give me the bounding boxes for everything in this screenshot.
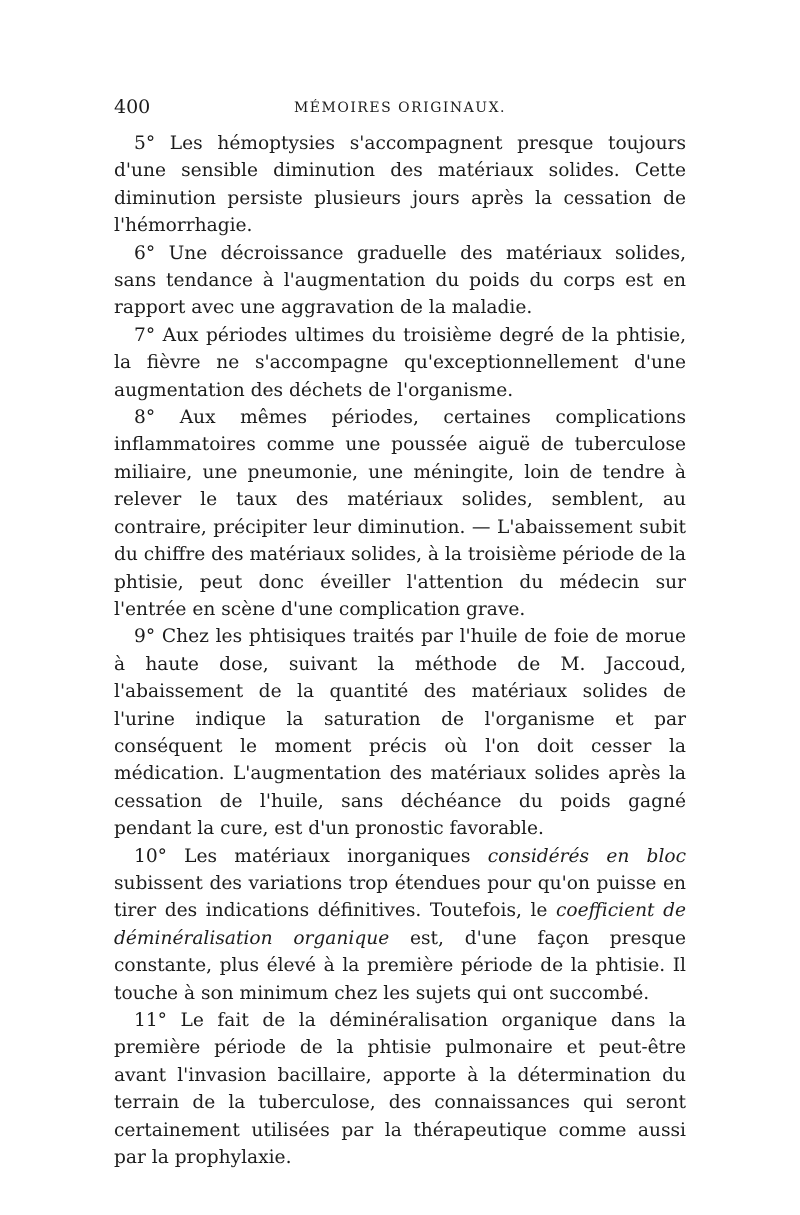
- page-number: 400: [114, 96, 151, 118]
- paragraph-10-text-1: 10° Les matériaux inorganiques: [134, 845, 488, 867]
- paragraph-11: 11° Le fait de la déminéralisation organique dans la première période de la phtisie pulmonaire et peut-être avant l'invasion bacillaire, apporte à la détermination du terrain de la tuberculose, des connaissances qui seront certainement utilisées par la thérapeutique comme aussi par la prophylaxie.: [114, 1010, 686, 1169]
- paragraph-10: [114, 843, 686, 1007]
- paragraph-10-text-2: subissent des variations trop étendues pour qu'on puisse en tirer des indications définitives. Toutefois, le: [114, 872, 686, 922]
- running-head: MÉMOIRES ORIGINAUX.: [293, 100, 507, 116]
- paragraph-9: 9° Chez les phtisiques traités par l'huile de foie de morue à haute dose, suivant la méthode de M. Jaccoud, l'abaissement de la quantité des matériaux solides de l'urine indique la saturation de l'organisme et par conséquent le moment précis où l'on doit cesser la médication. L'augmentation des matériaux solides après la cessation de l'huile, sans déchéance du poids gagné pendant la cure, est d'un pronostic favorable.: [114, 626, 686, 840]
- paragraph-8: 8° Aux mêmes périodes, certaines complications inflammatoires comme une poussée aiguë de tuberculose miliaire, une pneumonie, une méningite, loin de tendre à relever le taux des matériaux solides, semblent, au contraire, précipiter leur diminution. — L'abaissement subit du chiffre des matériaux solides, à la troisième période de la phtisie, peut donc éveiller l'attention du médecin sur l'entrée en scène d'une complication grave.: [114, 407, 686, 620]
- paragraph-10-text-3: est, d'une façon presque constante, plus élevé à la première période de la phtisie. Il touche à son minimum chez les sujets qui ont succombé.: [114, 927, 686, 1004]
- paragraph-6: 6° Une décroissance graduelle des matériaux solides, sans tendance à l'augmentation du poids du corps est en rapport avec une aggravation de la maladie.: [114, 242, 686, 319]
- paragraph-7: 7° Aux périodes ultimes du troisième degré de la phtisie, la fièvre ne s'accompagne qu'exceptionnellement d'une augmentation des déchets de l'organisme.: [114, 324, 686, 401]
- page-header: [114, 94, 686, 122]
- page-body: [114, 94, 686, 1171]
- paragraph-10-italic-2: coefficient de déminéralisation organique: [114, 900, 686, 949]
- paragraph-10-italic-1: considérés en bloc: [487, 845, 686, 867]
- paragraph-5: 5° Les hémoptysies s'accompagnent presque toujours d'une sensible diminution des matériaux solides. Cette diminution persiste plusieurs jours après la cessation de l'hémorrhagie.: [114, 133, 686, 237]
